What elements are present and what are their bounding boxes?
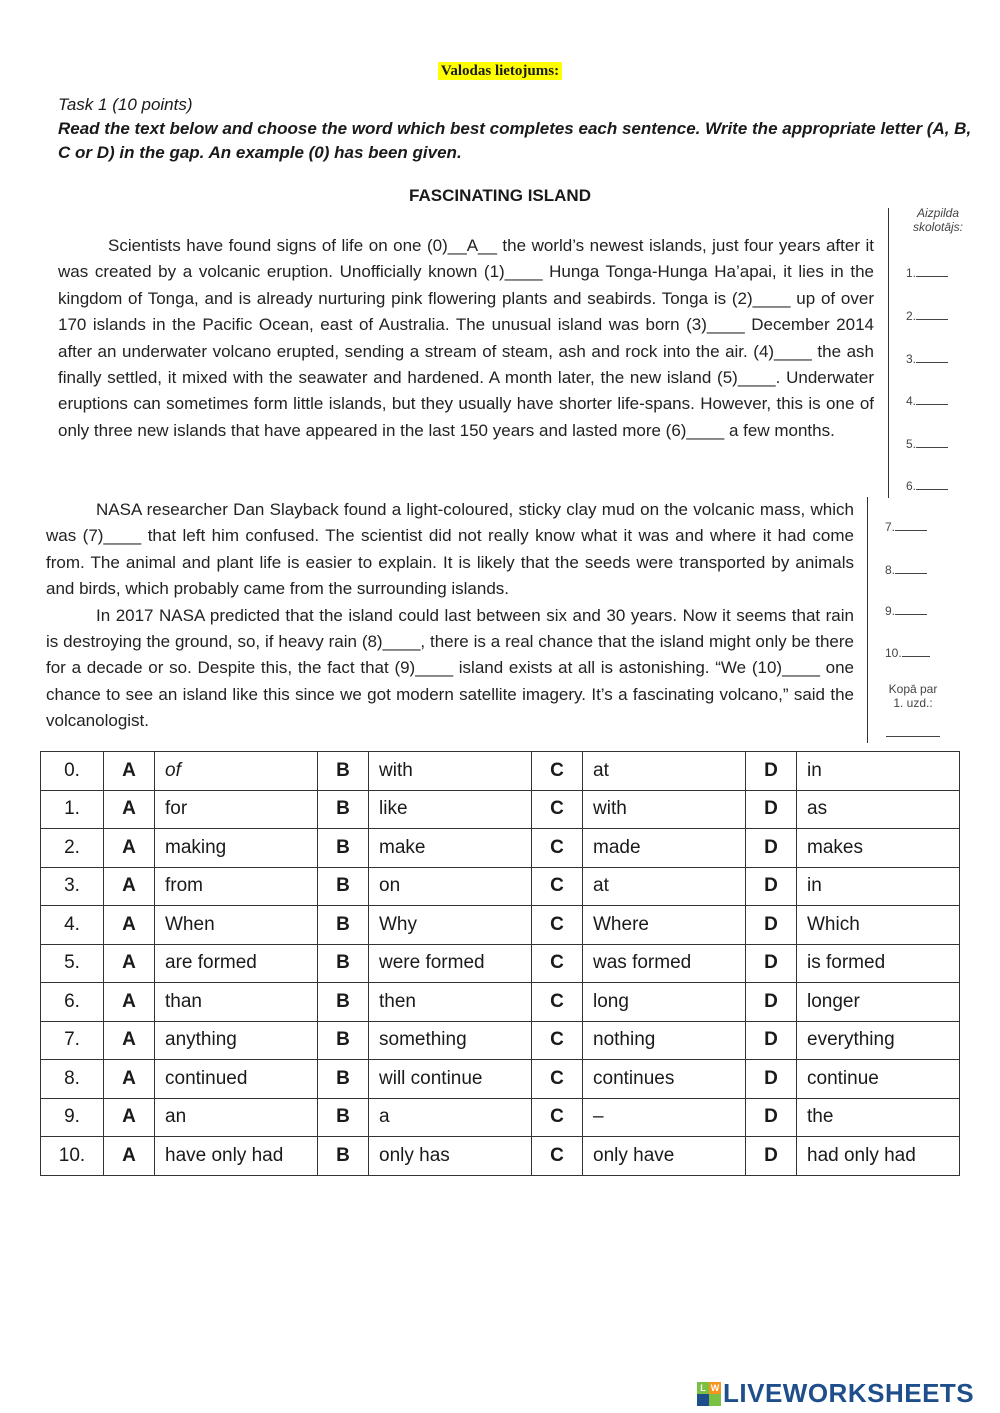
letter-c: C bbox=[532, 1060, 583, 1099]
sidebar-heading bbox=[898, 206, 978, 234]
task-title-label: Task 1 bbox=[58, 95, 108, 114]
option-a: for bbox=[155, 790, 318, 829]
option-a: of bbox=[155, 752, 318, 791]
logo-tile-4 bbox=[709, 1394, 721, 1406]
letter-c: C bbox=[532, 1098, 583, 1137]
logo-text: LIVEWORKSHEETS bbox=[723, 1378, 975, 1408]
letter-a: A bbox=[104, 1098, 155, 1137]
option-d: in bbox=[797, 867, 960, 906]
sidebar-total-slot[interactable] bbox=[886, 726, 940, 740]
option-c: with bbox=[583, 790, 746, 829]
option-c: was formed bbox=[583, 944, 746, 983]
sidebar-number: 1. bbox=[906, 266, 917, 280]
letter-b: B bbox=[318, 906, 369, 945]
letter-d: D bbox=[746, 983, 797, 1022]
letter-d: D bbox=[746, 1021, 797, 1060]
passage-part-2 bbox=[46, 497, 854, 735]
letter-c: C bbox=[532, 983, 583, 1022]
sidebar-divider-upper bbox=[888, 208, 889, 498]
option-c: continues bbox=[583, 1060, 746, 1099]
letter-d: D bbox=[746, 829, 797, 868]
option-a: anything bbox=[155, 1021, 318, 1060]
option-c: Where bbox=[583, 906, 746, 945]
row-number: 2. bbox=[41, 829, 104, 868]
option-c: at bbox=[583, 867, 746, 906]
letter-b: B bbox=[318, 1060, 369, 1099]
row-number: 7. bbox=[41, 1021, 104, 1060]
sidebar-heading-line1: Aizpilda bbox=[916, 206, 960, 220]
sidebar-slot-10[interactable] bbox=[885, 646, 930, 660]
sidebar-slot-8[interactable] bbox=[885, 563, 927, 577]
paragraph-2: NASA researcher Dan Slayback found a light-coloured, sticky clay mud on the volcanic mass, which was (7)____ that left him confused. The scientist did not really know what it was and where it had come from. The animal and plant life is easier to explain. It is likely that the seeds were transported by animals and birds, which probably came from the surrounding islands. bbox=[46, 500, 854, 599]
option-b: were formed bbox=[369, 944, 532, 983]
sidebar-slot-3[interactable] bbox=[906, 352, 948, 366]
table-row bbox=[41, 1098, 960, 1137]
table-row bbox=[41, 1021, 960, 1060]
letter-b: B bbox=[318, 1021, 369, 1060]
row-number: 3. bbox=[41, 867, 104, 906]
letter-b: B bbox=[318, 829, 369, 868]
option-b: with bbox=[369, 752, 532, 791]
letter-d: D bbox=[746, 1137, 797, 1176]
letter-d: D bbox=[746, 906, 797, 945]
letter-b: B bbox=[318, 1137, 369, 1176]
option-d: the bbox=[797, 1098, 960, 1137]
letter-a: A bbox=[104, 944, 155, 983]
option-d: is formed bbox=[797, 944, 960, 983]
option-c: – bbox=[583, 1098, 746, 1137]
option-a: an bbox=[155, 1098, 318, 1137]
row-number: 9. bbox=[41, 1098, 104, 1137]
table-row bbox=[41, 1060, 960, 1099]
option-a: When bbox=[155, 906, 318, 945]
row-number: 6. bbox=[41, 983, 104, 1022]
task-points: (10 points) bbox=[112, 95, 193, 114]
options-table bbox=[40, 751, 960, 1176]
sidebar-slot-9[interactable] bbox=[885, 604, 927, 618]
letter-c: C bbox=[532, 790, 583, 829]
option-b: will continue bbox=[369, 1060, 532, 1099]
option-b: only has bbox=[369, 1137, 532, 1176]
task-title bbox=[58, 93, 978, 117]
task-instruction: Read the text below and choose the word which best completes each sentence. Write the appropriate letter (A, B, C or D) in the gap. An example (0) has been given. bbox=[58, 119, 972, 162]
paragraph-1: Scientists have found signs of life on one (0)__A__ the world’s newest islands, just four years after it was created by a volcanic eruption. Unofficially known (1)____ Hunga Tonga-Hunga Ha’apai, it lies in the kingdom of Tonga, and is already nurturing pink flowering plants and seabirds. Tonga is (2)____ up of over 170 islands in the Pacific Ocean, east of Australia. The unusual island was born (3)____ December 2014 after an underwater volcano erupted, sending a stream of steam, ash and rock into the air. (4)____ the ash finally settled, it mixed with the seawater and hardened. A month later, the new island (5)____. Underwater eruptions can sometimes form little islands, but they usually have shorter life-spans. However, this is one of only three new islands that have appeared in the last 150 years and lasted more (6)____ a few months. bbox=[58, 236, 874, 440]
letter-b: B bbox=[318, 1098, 369, 1137]
logo-tile-3 bbox=[697, 1394, 709, 1406]
sidebar-slot-7[interactable] bbox=[885, 520, 927, 534]
letter-d: D bbox=[746, 944, 797, 983]
sidebar-number: 7. bbox=[885, 520, 896, 534]
table-row bbox=[41, 983, 960, 1022]
option-c: at bbox=[583, 752, 746, 791]
letter-d: D bbox=[746, 1098, 797, 1137]
sidebar-slot-1[interactable] bbox=[906, 266, 948, 280]
option-d: continue bbox=[797, 1060, 960, 1099]
letter-b: B bbox=[318, 944, 369, 983]
letter-a: A bbox=[104, 983, 155, 1022]
letter-b: B bbox=[318, 752, 369, 791]
row-number: 8. bbox=[41, 1060, 104, 1099]
option-a: than bbox=[155, 983, 318, 1022]
letter-a: A bbox=[104, 1021, 155, 1060]
option-d: makes bbox=[797, 829, 960, 868]
option-c: long bbox=[583, 983, 746, 1022]
letter-b: B bbox=[318, 983, 369, 1022]
task-block bbox=[58, 93, 978, 165]
letter-c: C bbox=[532, 867, 583, 906]
letter-d: D bbox=[746, 790, 797, 829]
sidebar-total bbox=[877, 682, 949, 710]
table-row bbox=[41, 790, 960, 829]
letter-a: A bbox=[104, 790, 155, 829]
option-a: making bbox=[155, 829, 318, 868]
letter-c: C bbox=[532, 944, 583, 983]
liveworksheets-logo[interactable] bbox=[697, 1378, 974, 1409]
letter-c: C bbox=[532, 1137, 583, 1176]
table-row bbox=[41, 1137, 960, 1176]
sidebar-number: 2. bbox=[906, 309, 917, 323]
table-row bbox=[41, 752, 960, 791]
option-d: in bbox=[797, 752, 960, 791]
sidebar-slot-5[interactable] bbox=[906, 437, 948, 451]
option-b: make bbox=[369, 829, 532, 868]
option-b: something bbox=[369, 1021, 532, 1060]
option-c: made bbox=[583, 829, 746, 868]
paragraph-3: In 2017 NASA predicted that the island could last between six and 30 years. Now it seems that rain is destroying the ground, so, if heavy rain (8)____, there is a real chance that the island might only be there for a decade or so. Despite this, the fact that (9)____ island exists at all is astonishing. “We (10)____ one chance to see an island like this since we got modern satellite imagery. It’s a fascinating volcano,” said the volcanologist. bbox=[46, 605, 854, 731]
passage-title: FASCINATING ISLAND bbox=[409, 186, 591, 205]
letter-a: A bbox=[104, 1060, 155, 1099]
option-c: nothing bbox=[583, 1021, 746, 1060]
option-d: had only had bbox=[797, 1137, 960, 1176]
letter-d: D bbox=[746, 867, 797, 906]
sidebar-number: 4. bbox=[906, 394, 917, 408]
sidebar-number: 5. bbox=[906, 437, 917, 451]
table-row bbox=[41, 829, 960, 868]
table-row bbox=[41, 867, 960, 906]
option-d: everything bbox=[797, 1021, 960, 1060]
row-number: 5. bbox=[41, 944, 104, 983]
logo-tile-w: W bbox=[710, 1382, 720, 1393]
letter-a: A bbox=[104, 752, 155, 791]
sidebar-number: 10. bbox=[885, 646, 902, 660]
letter-c: C bbox=[532, 906, 583, 945]
letter-a: A bbox=[104, 906, 155, 945]
sidebar-slot-4[interactable] bbox=[906, 394, 948, 408]
letter-d: D bbox=[746, 1060, 797, 1099]
sidebar-slot-6[interactable] bbox=[906, 479, 948, 493]
table-row bbox=[41, 906, 960, 945]
row-number: 4. bbox=[41, 906, 104, 945]
option-d: as bbox=[797, 790, 960, 829]
sidebar-total-line2: 1. uzd.: bbox=[893, 696, 933, 710]
table-row bbox=[41, 944, 960, 983]
sidebar-number: 6. bbox=[906, 479, 917, 493]
option-b: like bbox=[369, 790, 532, 829]
row-number: 0. bbox=[41, 752, 104, 791]
letter-b: B bbox=[318, 867, 369, 906]
letter-c: C bbox=[532, 1021, 583, 1060]
sidebar-total-line1: Kopā par bbox=[888, 682, 938, 696]
option-c: only have bbox=[583, 1137, 746, 1176]
sidebar-number: 9. bbox=[885, 604, 896, 618]
sidebar-slot-2[interactable] bbox=[906, 309, 948, 323]
row-number: 10. bbox=[41, 1137, 104, 1176]
header-highlight: Valodas lietojums: bbox=[438, 62, 562, 80]
sidebar-heading-line2: skolotājs: bbox=[912, 220, 964, 234]
letter-c: C bbox=[532, 752, 583, 791]
letter-d: D bbox=[746, 752, 797, 791]
passage-part-1 bbox=[58, 233, 874, 444]
option-b: then bbox=[369, 983, 532, 1022]
sidebar-number: 3. bbox=[906, 352, 917, 366]
option-b: on bbox=[369, 867, 532, 906]
page-header bbox=[0, 62, 1000, 80]
option-a: are formed bbox=[155, 944, 318, 983]
letter-c: C bbox=[532, 829, 583, 868]
letter-a: A bbox=[104, 829, 155, 868]
option-b: Why bbox=[369, 906, 532, 945]
sidebar-divider-lower bbox=[867, 497, 868, 743]
row-number: 1. bbox=[41, 790, 104, 829]
option-a: continued bbox=[155, 1060, 318, 1099]
option-a: have only had bbox=[155, 1137, 318, 1176]
sidebar-number: 8. bbox=[885, 563, 896, 577]
option-d: longer bbox=[797, 983, 960, 1022]
option-b: a bbox=[369, 1098, 532, 1137]
letter-a: A bbox=[104, 867, 155, 906]
option-a: from bbox=[155, 867, 318, 906]
letter-b: B bbox=[318, 790, 369, 829]
liveworksheets-logo-icon bbox=[697, 1382, 721, 1406]
logo-tile-l: L bbox=[697, 1382, 709, 1394]
letter-a: A bbox=[104, 1137, 155, 1176]
option-d: Which bbox=[797, 906, 960, 945]
